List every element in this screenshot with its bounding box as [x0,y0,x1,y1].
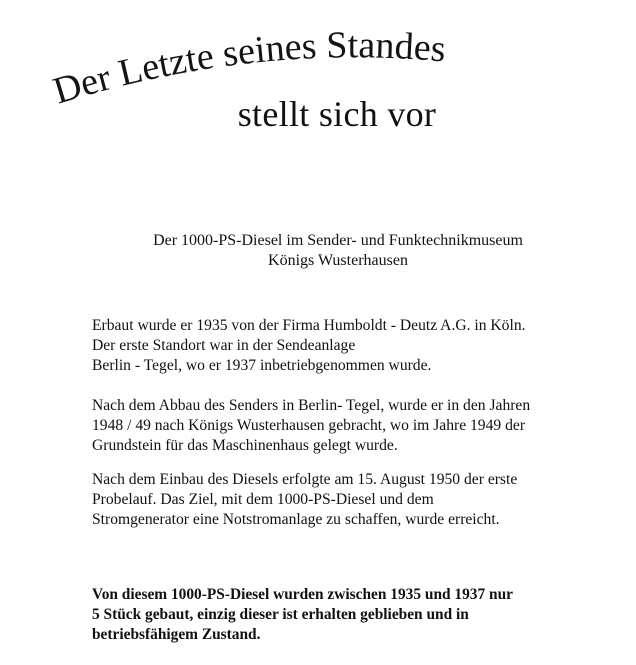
document-title-line1: Der Letzte seines Standes [48,24,448,113]
paragraph-construction [92,316,592,376]
paragraph-line: Berlin - Tegel, wo er 1937 inbetriebgenommen wurde. [92,357,432,374]
paragraph-line: Grundstein für das Maschinenhaus gelegt wurde. [92,437,398,454]
heading-line: Der 1000-PS-Diesel im Sender- und Funktechnikmuseum [153,232,523,249]
paragraph-relocation [92,396,592,456]
paragraph-line: Nach dem Einbau des Diesels erfolgte am 15. August 1950 der erste [92,471,518,488]
paragraph-line: Probelauf. Das Ziel, mit dem 1000-PS-Diesel und dem [92,491,434,508]
paragraph-line: Nach dem Abbau des Senders in Berlin- Tegel, wurde er in den Jahren [92,397,531,414]
paragraph-line: 1948 / 49 nach Königs Wusterhausen gebracht, wo im Jahre 1949 der [92,417,526,434]
paragraph-line: Erbaut wurde er 1935 von der Firma Humboldt - Deutz A.G. in Köln. [92,317,526,334]
paragraph-line: Von diesem 1000-PS-Diesel wurden zwischen 1935 und 1937 nur [92,586,513,603]
paragraph-line: 5 Stück gebaut, einzig dieser ist erhalten geblieben und in [92,606,469,623]
heading-line: Königs Wusterhausen [268,252,408,269]
paragraph-bold-summary [92,585,592,645]
paragraph-line: betriebsfähigem Zustand. [92,626,261,643]
paragraph-installation [92,470,592,530]
paragraph-line: Stromgenerator eine Notstromanlage zu schaffen, wurde erreicht. [92,511,500,528]
paragraph-line: Der erste Standort war in der Sendeanlage [92,337,356,354]
document-heading [0,231,636,271]
document-title-line2: stellt sich vor [237,94,437,134]
